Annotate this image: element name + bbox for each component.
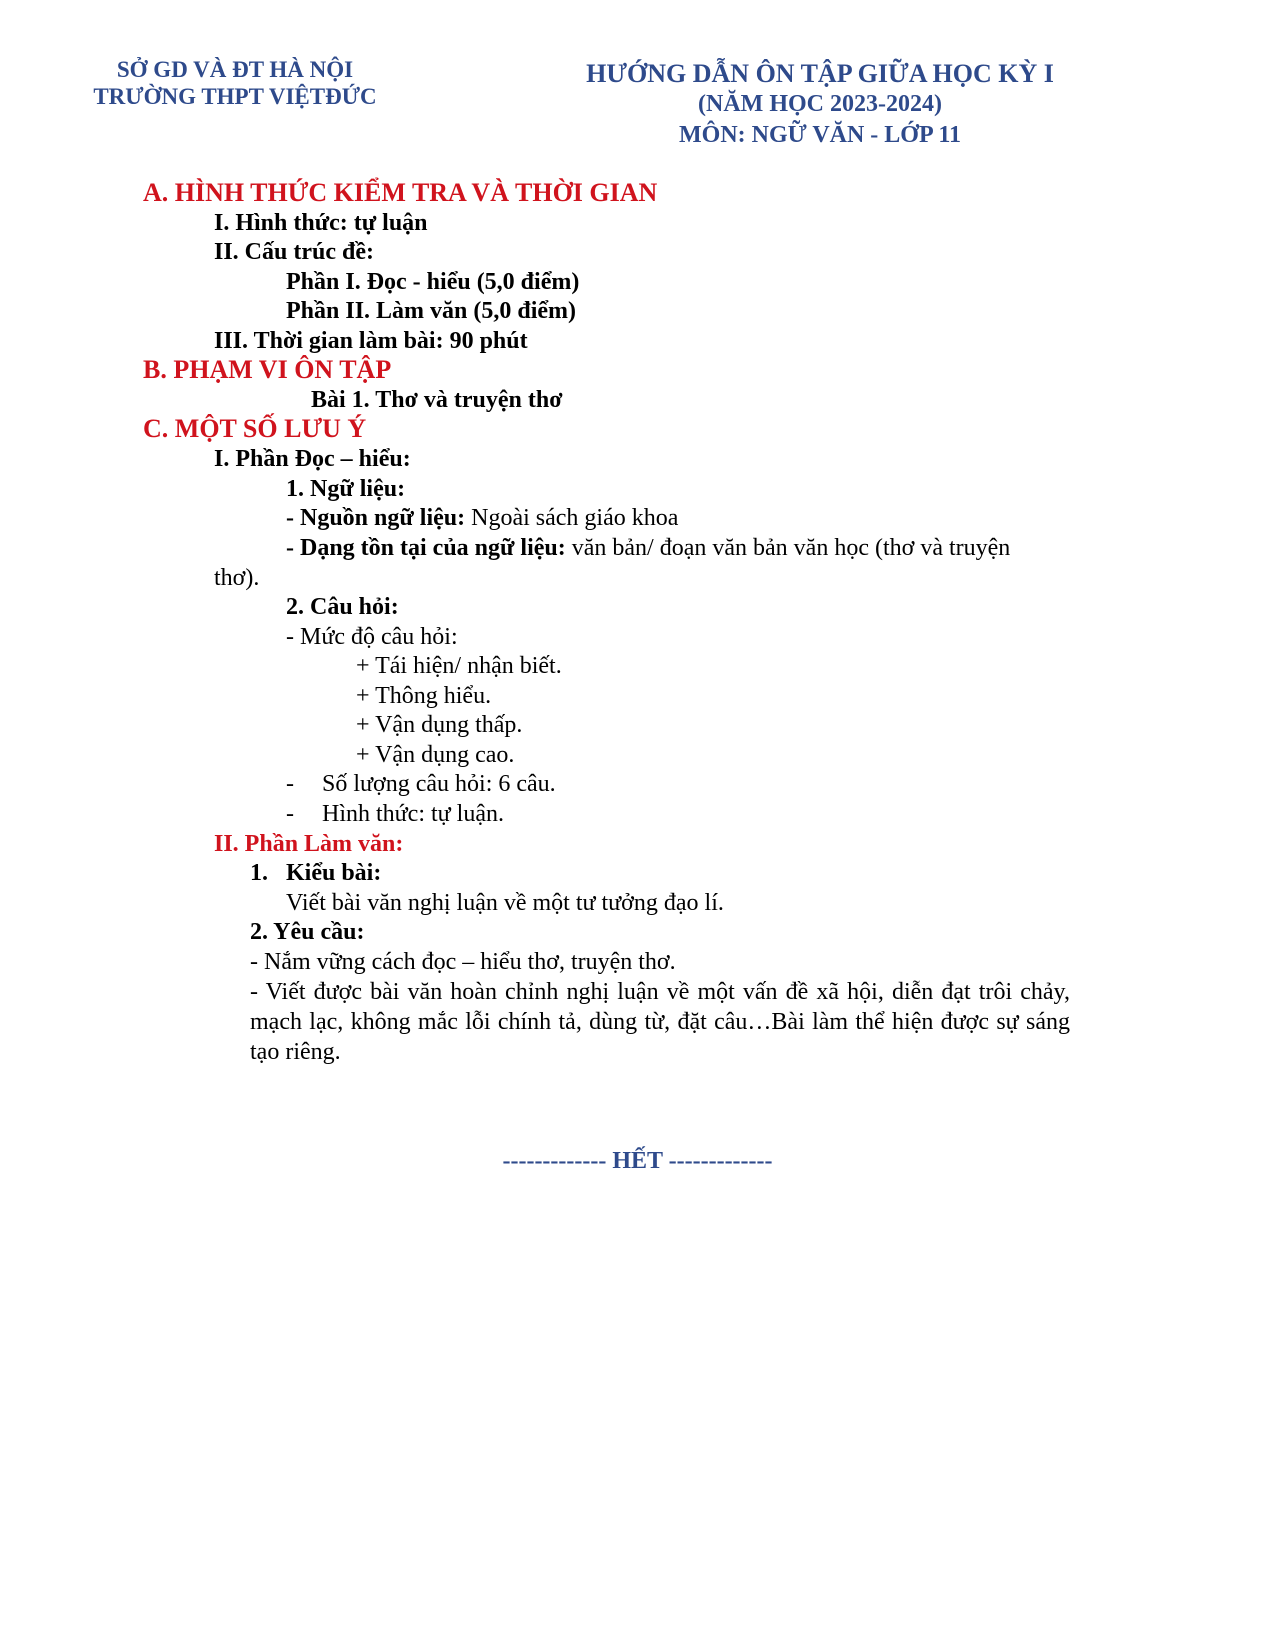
material-form-text: văn bản/ đoạn văn bản văn học (thơ và truyện [565, 535, 1011, 561]
question-form [286, 799, 504, 829]
section-a-title: A. HÌNH THỨC KIỂM TRA VÀ THỜI GIAN [143, 178, 658, 207]
material-heading: 1. Ngữ liệu: [286, 476, 406, 502]
dash-bullet: - [286, 771, 294, 797]
header-left [80, 56, 390, 110]
material-source [286, 503, 678, 533]
question-form-text: Hình thức: tự luận. [322, 801, 504, 827]
section-c-title: C. MỘT SỐ LƯU Ý [143, 414, 367, 443]
subject-line: MÔN: NGỮ VĂN - LỚP 11 [679, 122, 961, 148]
requirement-2: - Viết được bài văn hoàn chỉnh nghị luận về một vấn đề xã hội, diễn đạt trôi chảy, mạch lạc, không mắc lỗi chính tả, dùng từ, đặt câu…Bài làm thể hiện được sự sáng tạo riêng. [250, 979, 1070, 1065]
level-item: + Tái hiện/ nhận biết. [356, 653, 562, 679]
department-name: SỞ GD VÀ ĐT HÀ NỘI [116, 57, 354, 82]
material-form [286, 533, 1010, 563]
writing-part-heading: II. Phần Làm văn: [214, 831, 404, 857]
material-source-label: - Nguồn ngữ liệu: [286, 505, 466, 531]
question-levels-label: - Mức độ câu hỏi: [286, 624, 458, 650]
essay-type-label: Kiểu bài: [286, 860, 382, 886]
end-marker: ------------- HẾT ------------- [502, 1148, 773, 1174]
part-2: Phần II. Làm văn (5,0 điểm) [286, 298, 577, 324]
requirement-1: - Nắm vững cách đọc – hiểu thơ, truyện thơ. [250, 949, 676, 975]
question-count-text: Số lượng câu hỏi: 6 câu. [322, 771, 556, 797]
level-item: + Thông hiểu. [356, 683, 492, 709]
material-form-label: - Dạng tồn tại của ngữ liệu: [286, 535, 566, 561]
material-source-text: Ngoài sách giáo khoa [465, 505, 679, 531]
dash-bullet: - [286, 801, 294, 827]
lesson-scope: Bài 1. Thơ và truyện thơ [311, 387, 563, 413]
level-item: + Vận dụng thấp. [356, 712, 523, 738]
essay-type-text: Viết bài văn nghị luận về một tư tưởng đạo lí. [286, 890, 724, 916]
exam-time: III. Thời gian làm bài: 90 phút [214, 328, 528, 354]
material-form-cont: thơ). [214, 565, 260, 591]
essay-type-number: 1. [250, 860, 268, 886]
part-1: Phần I. Đọc - hiểu (5,0 điểm) [286, 269, 580, 295]
requirements-heading: 2. Yêu cầu: [250, 919, 365, 945]
question-count [286, 769, 556, 799]
exam-form: I. Hình thức: tự luận [214, 210, 428, 236]
school-year: (NĂM HỌC 2023-2024) [698, 91, 942, 117]
reading-part-heading: I. Phần Đọc – hiểu: [214, 446, 411, 472]
questions-heading: 2. Câu hỏi: [286, 594, 399, 620]
exam-structure: II. Cấu trúc đề: [214, 239, 374, 265]
header-right [560, 58, 1080, 151]
essay-type-heading [250, 858, 381, 888]
document-title: HƯỚNG DẪN ÔN TẬP GIỮA HỌC KỲ I [586, 59, 1054, 88]
section-b-title: B. PHẠM VI ÔN TẬP [143, 355, 392, 384]
school-name: TRƯỜNG THPT VIỆTĐỨC [93, 84, 377, 109]
level-item: + Vận dụng cao. [356, 742, 515, 768]
